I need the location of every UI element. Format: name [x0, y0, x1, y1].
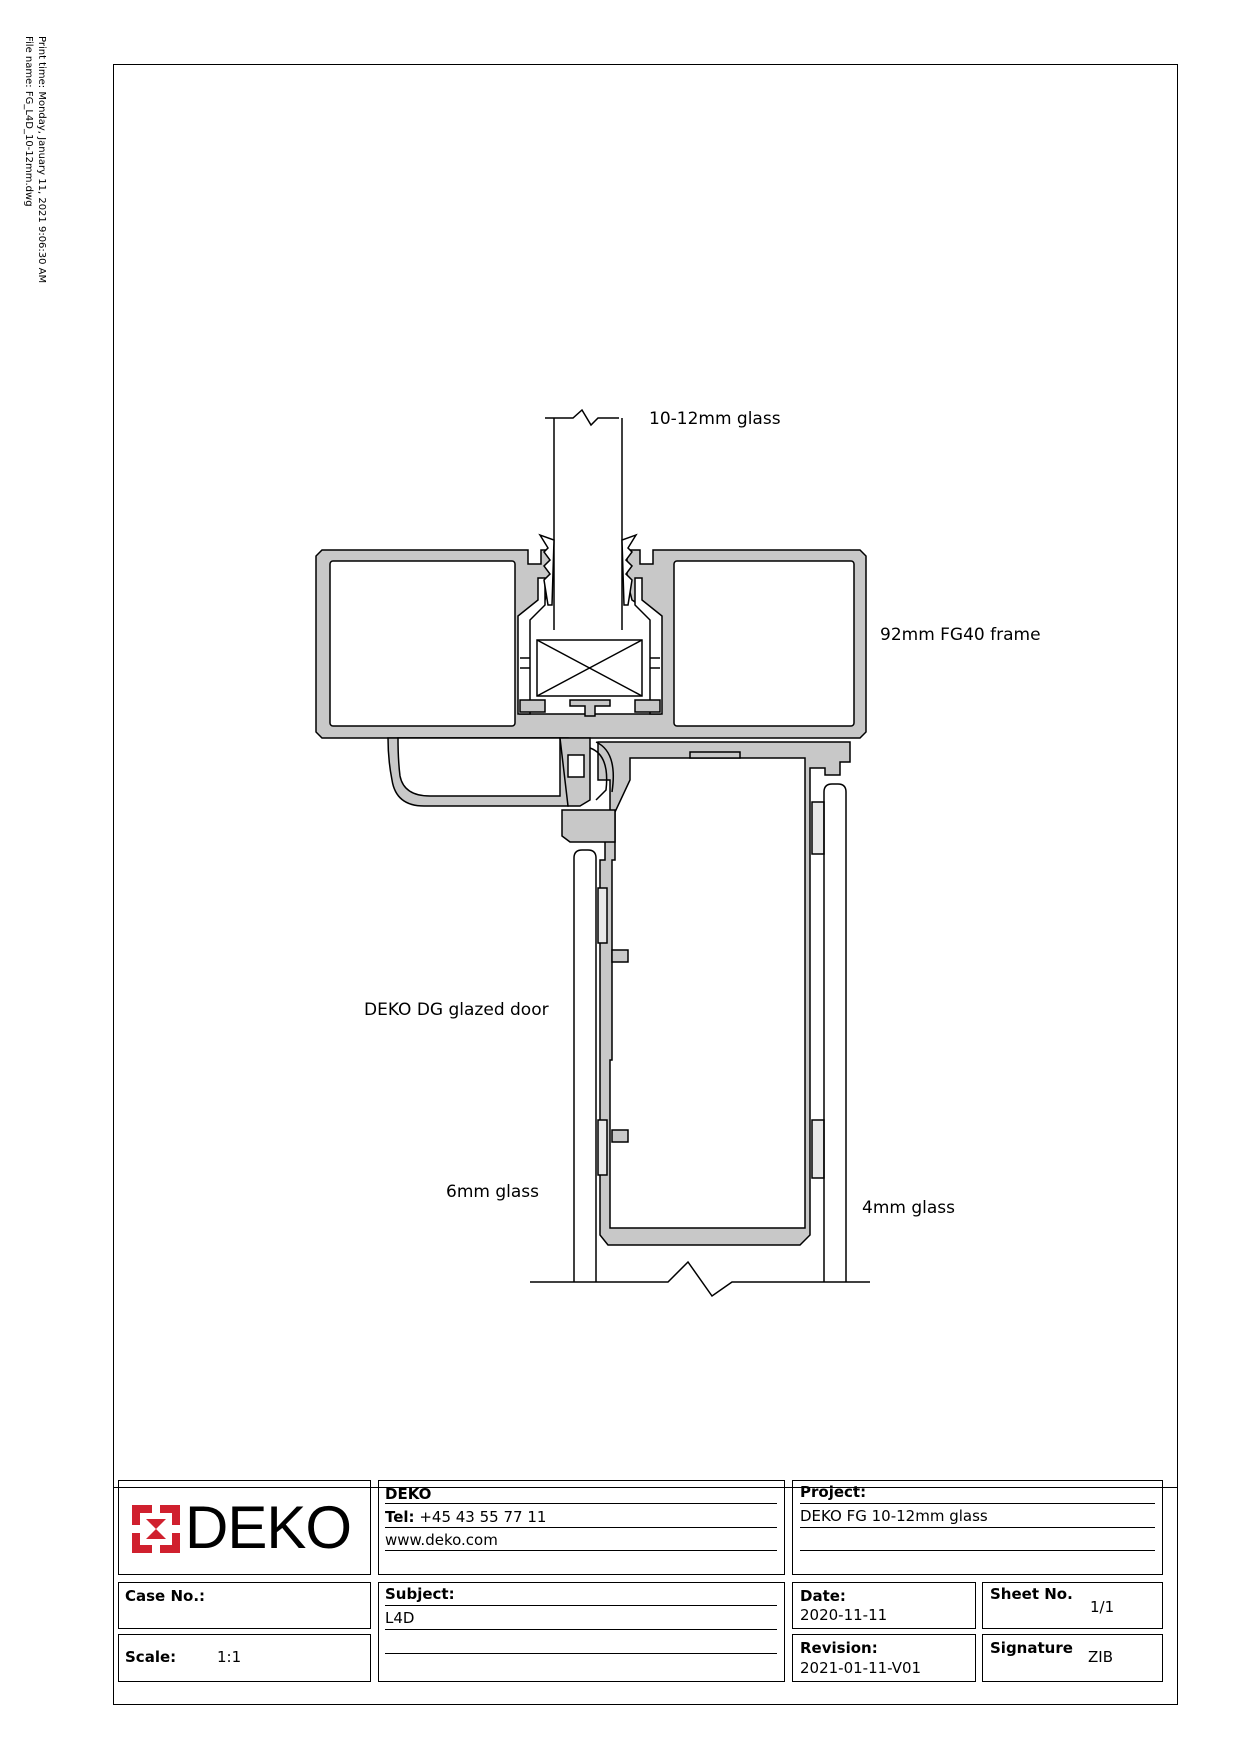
- company-name: DEKO: [385, 1485, 432, 1503]
- rule: [385, 1653, 777, 1654]
- company-box: [378, 1480, 785, 1575]
- rule: [385, 1605, 777, 1606]
- label-door: DEKO DG glazed door: [364, 1000, 549, 1020]
- project-label: Project:: [800, 1483, 867, 1501]
- deko-logo-icon: [132, 1505, 180, 1553]
- glass-10-12mm: [545, 410, 622, 630]
- date-box: [792, 1582, 976, 1629]
- print-time: Print time: Monday, January 11, 2021 9:06:30 AM: [36, 36, 47, 284]
- rule: [385, 1503, 777, 1504]
- glass-4mm: [824, 784, 846, 1282]
- rule: [800, 1550, 1155, 1551]
- label-glass-6mm: 6mm glass: [446, 1182, 539, 1202]
- revision-label: Revision:: [800, 1639, 878, 1657]
- scale-label: Scale:: [125, 1648, 177, 1666]
- frame-lower-flange: [388, 738, 590, 806]
- subject-box: [378, 1582, 785, 1682]
- glass-6mm: [574, 850, 596, 1282]
- rule: [800, 1527, 1155, 1528]
- revision-box: [792, 1634, 976, 1682]
- logo-wordmark: DEKO: [185, 1494, 352, 1561]
- tel-label: Tel:: [385, 1508, 415, 1526]
- label-frame: 92mm FG40 frame: [880, 625, 1041, 645]
- fg40-frame-profile: [316, 550, 866, 738]
- subject-value: L4D: [385, 1609, 415, 1627]
- company-tel: [385, 1508, 546, 1526]
- project-value: DEKO FG 10-12mm glass: [800, 1507, 988, 1525]
- signature-box: [982, 1634, 1163, 1682]
- rule: [800, 1503, 1155, 1504]
- signature-label: Signature: [990, 1639, 1073, 1657]
- subject-label: Subject:: [385, 1585, 455, 1603]
- sheet-label: Sheet No.: [990, 1585, 1073, 1603]
- case-box: [118, 1582, 371, 1629]
- revision-value: 2021-01-11-V01: [800, 1659, 922, 1677]
- signature-value: ZIB: [1088, 1648, 1113, 1666]
- label-glass-4mm: 4mm glass: [862, 1198, 955, 1218]
- scale-value: 1:1: [217, 1648, 242, 1666]
- date-value: 2020-11-11: [800, 1606, 888, 1624]
- logo-box: [118, 1480, 371, 1575]
- tel-value: +45 43 55 77 11: [419, 1508, 547, 1526]
- label-glass-10-12mm: 10-12mm glass: [649, 409, 781, 429]
- sheet-value: 1/1: [1090, 1598, 1115, 1616]
- rule: [385, 1527, 777, 1528]
- rule: [385, 1629, 777, 1630]
- bottom-break-line: [530, 1262, 870, 1296]
- case-label: Case No.:: [125, 1587, 206, 1605]
- project-box: [792, 1480, 1163, 1575]
- file-name: File name: FG_L4D_10-12mm.dwg: [23, 36, 34, 207]
- scale-box: [118, 1634, 371, 1682]
- sheet-no-box: [982, 1582, 1163, 1629]
- rule: [385, 1550, 777, 1551]
- company-web: www.deko.com: [385, 1531, 498, 1549]
- date-label: Date:: [800, 1587, 846, 1605]
